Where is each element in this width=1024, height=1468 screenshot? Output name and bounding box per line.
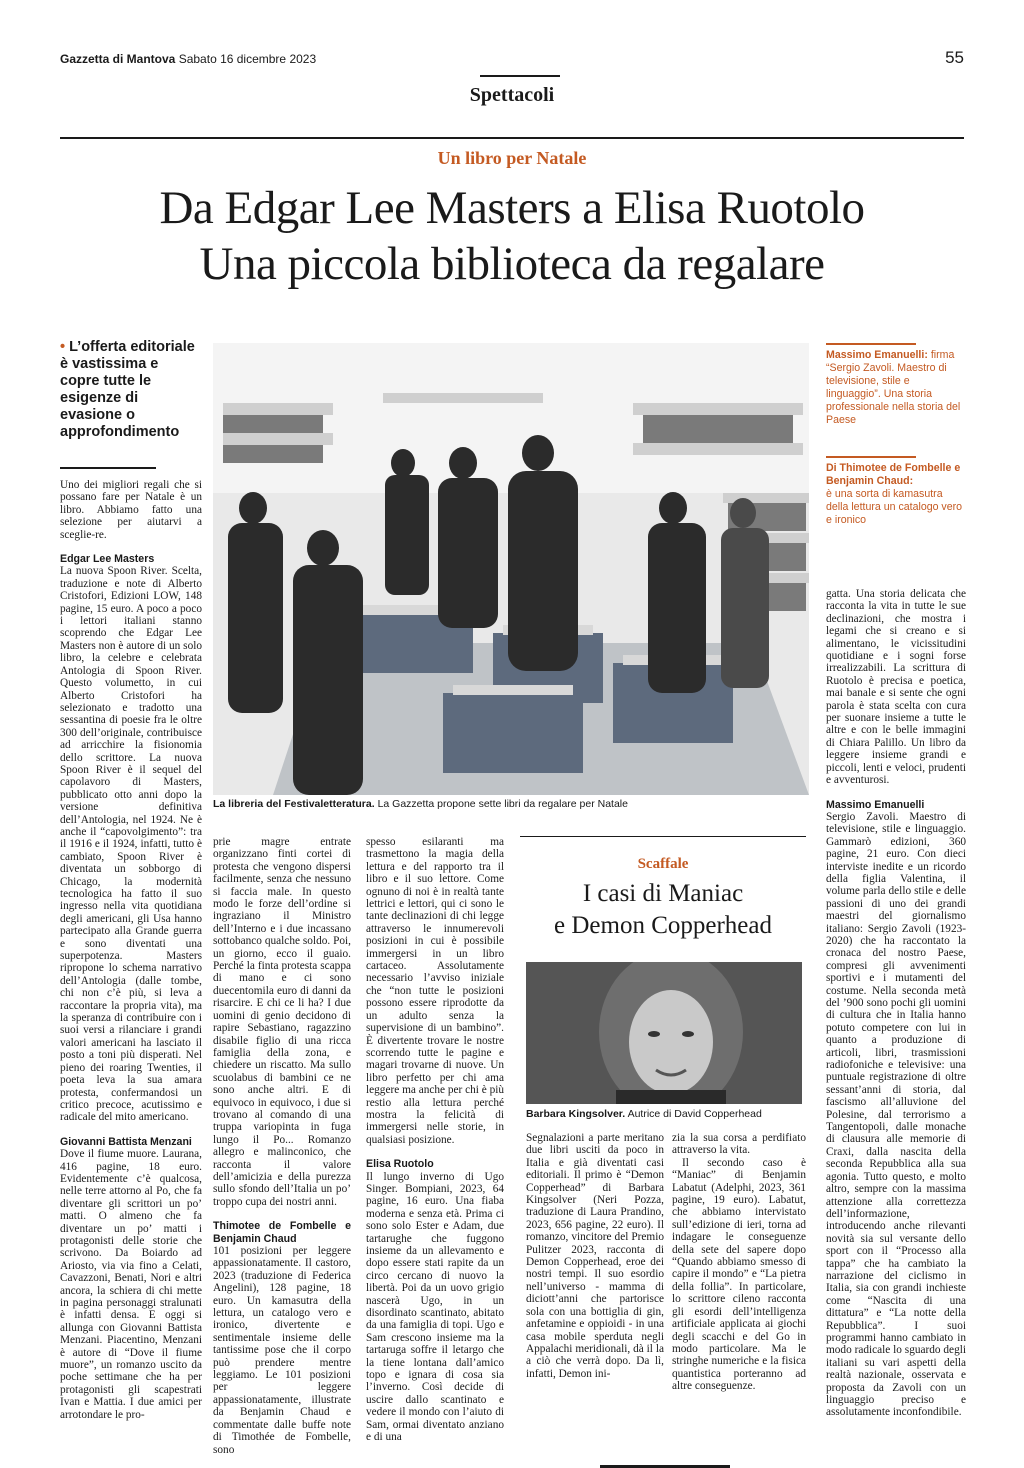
- book-text-fombelle: 101 posizioni per leggere appassionatamente. Il castoro, 2023 (traduzione di Federica Angelini), 128 pagine, 18 euro. Un kamasutra della lettura, un catalogo vero e ironico, divertente e sentimentale insieme delle tantissime pose che il corpo può prendere mentre leggiamo. Le 101 posizioni per leggere appassionatamente, illustrate da Benjamin Chaud e commentate dalle buffe note di Timothée de Fombelle, sono: [213, 1245, 351, 1456]
- sidebar-rule-2: [826, 456, 916, 458]
- bookstore-photo-graphic: [213, 343, 809, 795]
- masthead: [60, 52, 316, 66]
- bullet-icon: •: [60, 339, 66, 355]
- photo-caption-text: La Gazzetta propone sette libri da regalare per Natale: [377, 798, 628, 810]
- column-1: [60, 479, 202, 1421]
- book-title-emanuelli: Massimo Emanuelli: [826, 798, 925, 811]
- book-text-menzani: Dove il fiume muore. Laurana, 416 pagine, 18 euro. Evidentemente c’è qualcosa, nelle terre attorno al Po, che fa diventare gli scrittori un po’ matti. O almeno che fa diventare un po’ matti i protagonisti delle storie che scrivono. Da Boiardo ad Ariosto, via via fino a Celati, Cavazzoni, Benati, Nori e altri ancora, la schiera di chi mette in pagina personaggi stralunati è infatti densa. E oggi si allunga con Giovanni Battista Menzani. Piacentino, Menzani è autore di “Dove il fiume muore”, un romanzo uscito da poche settimane che ha per protagonisti gli scapestrati Ivan e Mattia. I due amici per arrotondare le pro-: [60, 1148, 202, 1421]
- headline-line-1: Da Edgar Lee Masters a Elisa Ruotolo: [159, 182, 865, 234]
- column-6: [826, 588, 966, 1419]
- bookstore-photo: [213, 343, 809, 795]
- box-text-cont: zia la sua corsa a perdifiato attraverso la vita.: [672, 1132, 806, 1157]
- portrait-caption-text: Autrice di David Copperhead: [627, 1108, 762, 1120]
- headline-line-2: Una piccola biblioteca da regalare: [199, 238, 825, 290]
- column-4: [526, 1132, 664, 1380]
- column-2: [213, 836, 351, 1456]
- summary-divider: [60, 467, 156, 469]
- book-text-fombelle-cont: spesso esilaranti ma trasmettono la magia della lettura e del rapporto tra il libro e il suo lettore. Come ognuno di noi è in realtà tante lettrici e lettori, qui ci sono le tante declinazioni di chi legge attraverso le innumerevoli posizioni in cui è possibile immergersi in un libro cartaceo. Assolutamente necessario l’avviso iniziale che “non tutte le posizioni possono essere riprodotte da un adulto senza la supervisione di un bambino”. È divertente trovare le nostre scorrendo tutte le pagine e magari trovarne di nuove. Un libro perfetto per chi ama leggere ma anche per chi è più restio alla lettura perché mostra la felicità di immergersi nelle storie, in qualsiasi posizione.: [366, 836, 505, 1146]
- summary: [60, 339, 200, 441]
- intro-text: Uno dei migliori regali che si possano fare per Natale è un libro. Abbiamo fatto una selezione per aiutarvi a sceglie-re.: [60, 479, 202, 541]
- author-portrait: [526, 962, 802, 1104]
- masthead-paper: Gazzetta di Mantova: [60, 52, 176, 66]
- book-text-masters: La nuova Spoon River. Scelta, traduzione e note di Alberto Cristofori, Edizioni LOW, 148 pagine, 15 euro. A poco a poco i lettori italiani stanno scoprendo che Edgar Lee Masters non è autore di un solo libro, la celebre e celebrata Antologia di Spoon River. Questo volumetto, in cui Alberto Cristofori ha selezionato e tradotto una sessantina di poesie fra le oltre 300 dell’originale, contribuisce ad arricchire la fisionomia dello scrittore. La nuova Spoon River è il sequel del capolavoro di Masters, pubblicato otto anni dopo la versione definitiva dell’Antologia, nel 1924. Ne è anche il “capovolgimento”: tra il 1916 e il 1924, infatti, tutto è cambiato, Spoon River è diventata un sobborgo di Chicago, la modernità tecnologica ha fatto il suo ingresso nella vita quotidiana degli americani, gli Usa hanno partecipato alla Grande guerra e sono diventati una superpotenza. Masters ripropone lo schema narrativo dell’Antologia (dalle tombe, chi non c’è più, si leva a raccontare la propria vita), ma la speranza di contribuire con i suoi versi a rilanciare i grandi valori americani ha lasciato il posto a toni più disperati. Nel pieno dei roaring Twenties, il poeta leva la sua amara protesta, confermandosi un critico precoce, acutissimo e radicale del mito americano.: [60, 565, 202, 1124]
- book-text-ruotolo-cont: gatta. Una storia delicata che racconta la vita in tutte le sue declinazioni, che mostra i legami che si creano e si alimentano, le vicissitudini quotidiane e i sogni forse irrealizzabili. La scrittura di Ruotolo è precisa e poetica, mai banale e si sente che ogni parola è stata scelta con cura per suonare insieme a tutte le altre e con le belle immagini di Chiara Palillo. Un libro da leggere insieme grandi e piccoli, lenti e veloci, prudenti e avventurosi.: [826, 588, 966, 787]
- book-text-emanuelli: Sergio Zavoli. Maestro di televisione, stile e linguaggio. Gammarò edizioni, 360 pagine, 21 euro. Con dieci interviste inedite e un ricordo della figlia Valentina, il volume parla dello stile e delle passioni di uno dei grandi maestri del giornalismo italiano: Sergio Zavoli (1923-2020) che ha raccontato la cronaca del nostro Paese, compresi gli avvenimenti sportivi e i mutamenti del costume. Nella seconda metà del ’900 sono pochi gli uomini di cultura che in Italia hanno potuto competere con lui in quanto a produzione di articoli, libri, trasmissioni radiofoniche e televisive: una puntuale registrazione di oltre sessant’anni di storia, dal fascismo all’alluvione del Polesine, dal terrorismo a Tangentopoli, dalle monache di clausura alle memorie di Craxi, dalla nascita della seconda Repubblica alla sua agonia. Tutto questo, e molto altro, sempre con la massima attenzione alla correttezza dell’informazione, introducendo anche rilevanti novità sia sul versante dello sport con il “Processo alla tappa” che ha cambiato la narrazione del ciclismo in Italia, sia con grandi inchieste come “Nascita di una dittatura” e “La notte della Repubblica”. I suoi programmi hanno cambiato in modo radicale lo sguardo degli italiani su vari aspetti della realtà nazionale, osservata e proposta da Zavoli con un linguaggio preciso e assolutamente inconfondibile.: [826, 810, 966, 1419]
- summary-text: L’offerta editoriale è vastissima e copre tutte le esigenze di evasione o approfondimento: [60, 339, 195, 440]
- masthead-date: Sabato 16 dicembre 2023: [178, 52, 317, 66]
- portrait-caption: [526, 1108, 806, 1120]
- box-title-line-1: I casi di Maniac: [582, 880, 744, 907]
- sidebar-item-1: [826, 349, 966, 427]
- box-rule: [520, 836, 806, 837]
- book-title-menzani: Giovanni Battista Menzani: [60, 1135, 192, 1148]
- article-kicker: Un libro per Natale: [437, 148, 587, 168]
- sidebar-rule-1: [826, 343, 916, 345]
- page-number: 55: [945, 48, 964, 67]
- sidebar-item-2-name: Di Thimotee de Fombelle e Benjamin Chaud:: [826, 462, 961, 487]
- book-title-ruotolo: Elisa Ruotolo: [366, 1158, 434, 1171]
- box-title: [520, 878, 806, 942]
- portrait-caption-bold: Barbara Kingsolver.: [526, 1108, 626, 1120]
- header-divider: [60, 137, 964, 139]
- section-rule: [480, 75, 560, 77]
- photo-caption: [213, 798, 813, 810]
- sidebar-item-1-name: Massimo Emanuelli:: [826, 349, 928, 361]
- headline: [0, 180, 1024, 292]
- book-text-menzani-cont: prie magre entrate organizzano finti cortei di protesta che vengono dispersi facilmente, senza che nessuno si faccia male. In questo modo le forze dell’ordine si ingraziano il Ministro dell’Interno e i due incassano sottobanco qualche soldo. Poi, un giorno, ecco il guaio. Perché la finta protesta scappa di mano e ci sono duecentomila euro di danni da risarcire. E chi ce li ha? I due uomini di genio decidono di rapire Sebastiano, ragazzino disabile figlio di una ricca famiglia della zona, e chiedere un riscatto. Ma sullo scuolabus di bambini ce ne sono anche altri. E di equivoco in equivoco, i due si trovano al comando di una truppa variopinta in fuga lungo il Po... Romanzo allegro e malinconico, che racconta il valore dell’amicizia e della purezza sullo sfondo dell’Italia un po’ troppo cupa dei nostri anni.: [213, 836, 351, 1208]
- column-3: [366, 836, 504, 1444]
- box-title-line-2: e Demon Copperhead: [554, 912, 772, 939]
- author-portrait-graphic: [526, 962, 802, 1104]
- box-text-kingsolver: Segnalazioni a parte meritano due libri usciti da poco in Italia e già diventati casi editoriali. Il primo è “Demon Copperhead” di Barbara Kingsolver (Neri Pozza, traduzione di Laura Prandino, 2023, 656 pagine, 22 euro). Il romanzo, vincitore del Premio Pulitzer 2023, racconta di Demon Copperhead, eroe dei nostri tempi. Il suo esordio nell’universo - mamma di diciott’anni che partorisce sola con una bottiglia di gin, anfetamine e oppioidi - in una casa mobile sperduta negli Appalachi meridionali, dà il la a ciò che verrà dopo. Da lì, infatti, Demon ini-: [526, 1132, 664, 1380]
- sidebar-item-2-text: è una sorta di kamasutra della lettura un catalogo vero e ironico: [826, 488, 963, 526]
- column-5: [672, 1132, 806, 1393]
- sidebar-item-1-text: firma “Sergio Zavoli. Maestro di televisione, stile e linguaggio”. Una storia professionale nella storia del Paese: [826, 349, 961, 426]
- section-title: Spettacoli: [469, 84, 555, 106]
- photo-caption-bold: La libreria del Festivaletteratura.: [213, 798, 375, 810]
- box-kicker: Scaffale: [637, 856, 689, 872]
- box-text-maniac: Il secondo caso è “Maniac” di Benjamin Labatut (Adelphi, 2023, 361 pagine, 19 euro). Labatut, che abbiamo intervistato sull’edizione di ieri, torna ad indagare le conseguenze della sete del sapere dopo “Quando abbiamo smesso di capire il mondo” e “La pietra della follia”. In particolare, lo scrittore cileno racconta gli esordi dell’intelligenza artificiale applicata ai giochi degli scacchi e del Go in modo particolare. Ma le stringhe numeriche e la fisica quantistica porteranno ad altre conseguenze.: [672, 1156, 806, 1393]
- book-title-fombelle: Thimotee de Fombelle e Benjamin Chaud: [213, 1220, 351, 1245]
- book-title-masters: Edgar Lee Masters: [60, 553, 155, 566]
- book-text-ruotolo: Il lungo inverno di Ugo Singer. Bompiani, 2023, 64 pagine, 16 euro. Una fiaba moderna e senza età. Prima ci sono solo Ester e Adam, due tartarughe che fuggono insieme da un allevamento e dopo essere stati rapite da un circo cercano di nuovo la libertà. Poi da un uovo grigio nascerà Ugo, in un disordinato scantinato, abitato da una famiglia di topi. Ugo e Sam crescono insieme ma la tartaruga soffre il letargo che la tiene lontana dall’amico topo e ignara di cosa sia l’inverno. Così decide di uscire dallo scantinato e vedere il mondo con l’aiuto di Sam, ormai diventato anziano e di una: [366, 1170, 504, 1444]
- sidebar-item-2: [826, 462, 966, 527]
